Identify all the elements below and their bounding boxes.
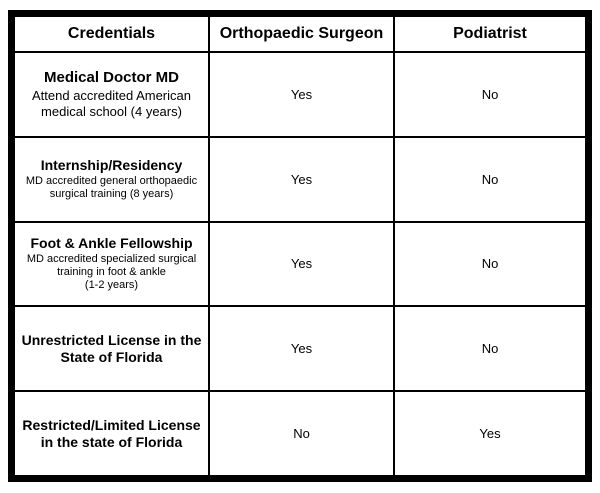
credential-title: Internship/Residency xyxy=(40,157,183,174)
table-row xyxy=(14,137,586,222)
header-orthopaedic-surgeon: Orthopaedic Surgeon xyxy=(209,16,394,52)
podiatrist-value: No xyxy=(394,306,586,391)
credential-cell xyxy=(14,52,209,137)
podiatrist-value: No xyxy=(394,137,586,222)
header-credentials: Credentials xyxy=(14,16,209,52)
podiatrist-value: No xyxy=(394,222,586,307)
table-row xyxy=(14,306,586,391)
comparison-table xyxy=(14,16,586,476)
orthopaedic-surgeon-value: Yes xyxy=(209,52,394,137)
header-row xyxy=(14,16,586,52)
table-row xyxy=(14,52,586,137)
header-podiatrist: Podiatrist xyxy=(394,16,586,52)
table-row xyxy=(14,391,586,476)
credential-cell xyxy=(14,137,209,222)
credential-title: Restricted/Limited License in the state of Florida xyxy=(22,416,201,450)
orthopaedic-surgeon-value: Yes xyxy=(209,137,394,222)
credential-detail: MD accredited general orthopaedic surgical training (8 years) xyxy=(25,175,198,201)
credential-cell xyxy=(14,222,209,307)
podiatrist-value: Yes xyxy=(394,391,586,476)
credential-cell xyxy=(14,306,209,391)
credential-cell xyxy=(14,391,209,476)
orthopaedic-surgeon-value: Yes xyxy=(209,306,394,391)
credential-title: Foot & Ankle Fellowship xyxy=(30,235,193,252)
credential-title: Unrestricted License in the State of Florida xyxy=(21,331,202,365)
credential-detail: Attend accredited American medical school (4 years) xyxy=(32,88,191,120)
orthopaedic-surgeon-value: No xyxy=(209,391,394,476)
podiatrist-value: No xyxy=(394,52,586,137)
credential-detail: MD accredited specialized surgical training in foot & ankle (1-2 years) xyxy=(26,253,197,292)
table-row xyxy=(14,222,586,307)
orthopaedic-surgeon-value: Yes xyxy=(209,222,394,307)
credential-title: Medical Doctor MD xyxy=(43,69,179,87)
